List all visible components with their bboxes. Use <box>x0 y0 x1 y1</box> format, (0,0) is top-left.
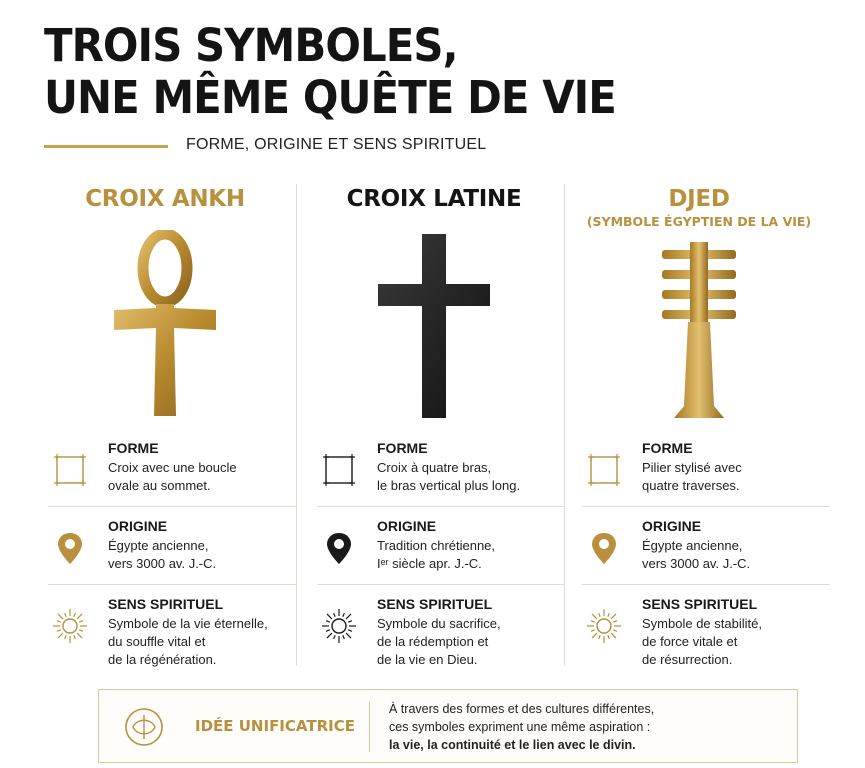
subtitle-rule <box>44 145 168 148</box>
info-row-forme <box>34 440 296 518</box>
column-subtitle: (SYMBOLE ÉGYPTIEN DE LA VIE) <box>586 214 812 229</box>
ankh-symbol <box>34 230 296 430</box>
column-divider <box>296 184 297 666</box>
row-separator <box>317 584 565 585</box>
title-line-2: UNE MÊME QUÊTE DE VIE <box>44 71 616 124</box>
banner-line-1: À travers des formes et des cultures différentes, <box>389 702 655 716</box>
row-label: ORIGINE <box>377 518 437 534</box>
info-row-forme <box>568 440 830 518</box>
sun-rays-icon <box>586 608 622 644</box>
sun-rays-icon <box>52 608 88 644</box>
row-label: ORIGINE <box>108 518 168 534</box>
row-text: Croix à quatre bras, le bras vertical plus long. <box>377 460 521 493</box>
square-frame-icon <box>321 452 357 488</box>
title-line-1: TROIS SYMBOLES, <box>44 19 458 72</box>
row-text: Égypte ancienne, vers 3000 av. J.-C. <box>642 538 751 571</box>
location-pin-icon <box>52 530 88 566</box>
row-separator <box>317 506 565 507</box>
info-row-sens-spirituel <box>568 596 830 674</box>
square-frame-icon <box>52 452 88 488</box>
info-row-origine <box>34 518 296 596</box>
row-separator <box>582 506 830 507</box>
row-label: SENS SPIRITUEL <box>642 596 758 612</box>
row-label: FORME <box>108 440 159 456</box>
row-separator <box>582 584 830 585</box>
row-text: Pilier stylisé avec quatre traverses. <box>642 460 742 493</box>
row-text: Symbole de la vie éternelle, du souffle vital et de la régénération. <box>108 616 268 667</box>
row-label: SENS SPIRITUEL <box>108 596 224 612</box>
column-title: CROIX ANKH <box>85 186 245 212</box>
row-text: Croix avec une boucle ovale au sommet. <box>108 460 237 493</box>
column-title: DJED <box>668 186 730 212</box>
row-text: Tradition chrétienne, Iᵉʳ siècle apr. J.-C. <box>377 538 496 571</box>
square-frame-icon <box>586 452 622 488</box>
row-label: SENS SPIRITUEL <box>377 596 493 612</box>
banner-title: IDÉE UNIFICATRICE <box>195 717 355 735</box>
row-separator <box>48 506 296 507</box>
row-text: Égypte ancienne, vers 3000 av. J.-C. <box>108 538 217 571</box>
page-title <box>44 20 616 124</box>
info-row-forme <box>303 440 565 518</box>
sun-rays-icon <box>321 608 357 644</box>
info-row-origine <box>303 518 565 596</box>
unity-circle-icon <box>123 706 165 748</box>
banner-text <box>389 700 654 754</box>
info-row-sens-spirituel <box>34 596 296 674</box>
row-label: FORME <box>642 440 693 456</box>
info-row-origine <box>568 518 830 596</box>
row-separator <box>48 584 296 585</box>
row-text: Symbole de stabilité, de force vitale et de résurrection. <box>642 616 762 667</box>
banner-line-3: la vie, la continuité et le lien avec le divin. <box>389 738 636 752</box>
location-pin-icon <box>321 530 357 566</box>
page-subtitle: FORME, ORIGINE ET SENS SPIRITUEL <box>186 136 487 153</box>
location-pin-icon <box>586 530 622 566</box>
banner-divider <box>369 702 370 752</box>
row-text: Symbole du sacrifice, de la rédemption et de la vie en Dieu. <box>377 616 501 667</box>
banner-line-2: ces symboles expriment une même aspiration : <box>389 720 651 734</box>
row-label: FORME <box>377 440 428 456</box>
unifying-idea-banner <box>98 689 798 763</box>
latin-cross-symbol <box>303 230 565 430</box>
djed-pillar-symbol <box>568 230 830 430</box>
info-row-sens-spirituel <box>303 596 565 674</box>
row-label: ORIGINE <box>642 518 702 534</box>
column-title: CROIX LATINE <box>346 186 522 212</box>
